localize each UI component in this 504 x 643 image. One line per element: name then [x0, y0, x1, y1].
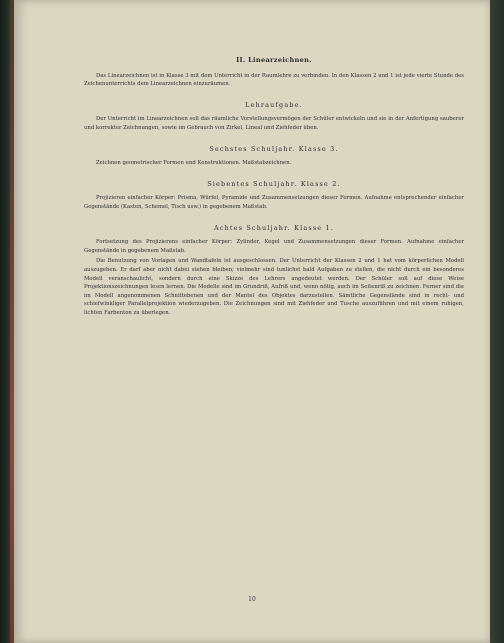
achtes-schuljahr-paragraph: Fortsetzung des Projizierens einfacher Körper: Zylinder, Kegel und Zusammensetzungen dieser Formen. Aufnahme einfacher Gegenstände in gegebenem Maßstab. [84, 239, 464, 254]
scan-border-right [490, 0, 504, 643]
achtes-schuljahr-heading: Achtes Schuljahr. Klasse 1. [213, 223, 335, 232]
sechstes-schuljahr-heading: Sechstes Schuljahr. Klasse 3. [209, 144, 339, 153]
achtes-schuljahr-paragraph-2: Die Benutzung von Vorlagen und Wandtafeln ist ausgeschlossen. Der Unterricht der Klassen 2 und 1 hat vom körperlichen Modell auszugehen. Er darf aber nicht dabei stehen bleiben; vielmehr sind tunlichst bald Aufgaben zu stellen, die nicht durch ein besonderes Modell veranschaulicht, sondern durch eine Skizze des Lehrers angedeutet werden. Der Schüler soll auf diese Weise Projektionszeichnungen lesen lernen. Die Modelle sind im Grundriß, Aufriß und, wenn nötig, auch im Seitenriß zu zeichnen. Ferner sind die im Modell angenommenen Schnittebenen und der Mantel des Objektes darzustellen. Sämtliche Gegenstände sind in recht- und schiefwinkliger Parallelprojektion wiederzugeben. Die Zeichnungen sind mit Ziehfeder und Tusche auszuführen und mit einem ruhigen, lichten Farbenton zu überlegen. [84, 258, 464, 316]
document-page [14, 0, 490, 643]
page-number: 10 [248, 596, 256, 603]
lehraufgabe-heading: Lehraufgabe. [245, 100, 303, 109]
intro-paragraph: Das Linearzeichnen ist in Klasse 3 mit dem Unterricht in der Raumlehre zu verbinden. In den Klassen 2 und 1 ist jede vierte Stunde des Zeichenunterrichts dem Linearzeichnen einzuräumen. [84, 72, 464, 88]
siebentes-schuljahr-paragraph: Projizieren einfacher Körper: Prisma, Würfel, Pyramide und Zusammensetzungen dieser Formen. Aufnahme entsprechender einfacher Gegenstände (Kasten, Schemel, Tisch usw.) in gegebenem Maßstab. [84, 195, 464, 210]
siebentes-schuljahr-heading: Siebentes Schuljahr. Klasse 2. [207, 179, 341, 188]
sechstes-schuljahr-paragraph: Zeichnen geometrischer Formen und Konstruktionen. Maßstabzeichnen. [96, 160, 292, 167]
page-content [84, 56, 464, 317]
lehraufgabe-paragraph: Der Unterricht im Linearzeichnen soll das räumliche Vorstellungsvermögen der Schüler entwickeln und sie in der Anfertigung sauberer und korrekter Zeichnungen, sowie im Gebrauch von Zirkel, Lineal und Ziehfeder üben. [84, 116, 464, 131]
section-heading: II. Linearzeichnen. [236, 56, 312, 64]
